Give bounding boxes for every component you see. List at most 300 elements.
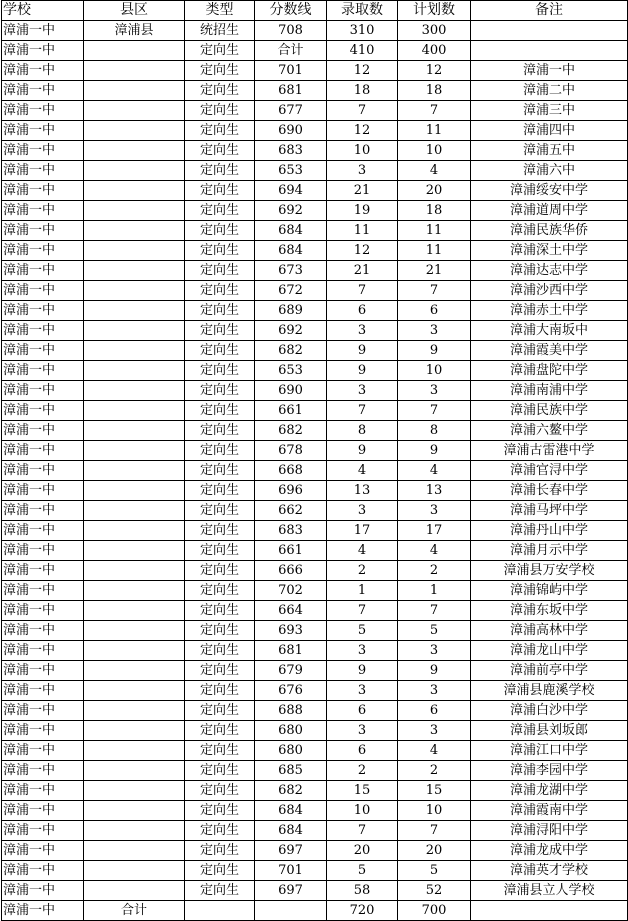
- admitted-cell: 12: [327, 121, 398, 141]
- county-cell: [84, 181, 185, 201]
- type-cell: 定向生: [185, 181, 255, 201]
- admitted-cell: 18: [327, 81, 398, 101]
- county-cell: [84, 381, 185, 401]
- admitted-cell: 4: [327, 461, 398, 481]
- table-row: [2, 241, 628, 261]
- score-cell: 678: [255, 441, 327, 461]
- table-row: [2, 681, 628, 701]
- remark-cell: 漳浦达志中学: [471, 261, 628, 281]
- type-cell: 定向生: [185, 641, 255, 661]
- school-cell: 漳浦一中: [2, 781, 84, 801]
- header-planned: 计划数: [398, 1, 471, 21]
- admitted-cell: 7: [327, 401, 398, 421]
- score-cell: 677: [255, 101, 327, 121]
- score-cell: 661: [255, 401, 327, 421]
- county-cell: [84, 481, 185, 501]
- type-cell: 定向生: [185, 201, 255, 221]
- planned-cell: 3: [398, 641, 471, 661]
- school-cell: 漳浦一中: [2, 661, 84, 681]
- remark-cell: 漳浦月示中学: [471, 541, 628, 561]
- school-cell: 漳浦一中: [2, 321, 84, 341]
- type-cell: 定向生: [185, 721, 255, 741]
- admitted-cell: 4: [327, 541, 398, 561]
- table-row: [2, 541, 628, 561]
- remark-cell: 漳浦龙湖中学: [471, 781, 628, 801]
- header-admitted: 录取数: [327, 1, 398, 21]
- remark-cell: 漳浦长春中学: [471, 481, 628, 501]
- score-cell: 676: [255, 681, 327, 701]
- remark-cell: 漳浦英才学校: [471, 861, 628, 881]
- planned-cell: 9: [398, 661, 471, 681]
- type-cell: 定向生: [185, 221, 255, 241]
- remark-cell: 漳浦浔阳中学: [471, 821, 628, 841]
- header-score-line: 分数线: [255, 1, 327, 21]
- admitted-cell: 2: [327, 761, 398, 781]
- school-cell: 漳浦一中: [2, 861, 84, 881]
- type-cell: 定向生: [185, 461, 255, 481]
- admitted-cell: 7: [327, 601, 398, 621]
- admitted-cell: 6: [327, 741, 398, 761]
- admitted-cell: 12: [327, 241, 398, 261]
- county-cell: [84, 841, 185, 861]
- planned-cell: 52: [398, 881, 471, 901]
- planned-cell: 3: [398, 321, 471, 341]
- type-cell: 定向生: [185, 441, 255, 461]
- remark-cell: [471, 41, 628, 61]
- score-cell: 684: [255, 241, 327, 261]
- county-cell: [84, 121, 185, 141]
- county-cell: [84, 241, 185, 261]
- type-cell: 定向生: [185, 741, 255, 761]
- table-row: [2, 501, 628, 521]
- county-cell: [84, 881, 185, 901]
- school-cell: 漳浦一中: [2, 721, 84, 741]
- remark-cell: 漳浦龙成中学: [471, 841, 628, 861]
- remark-cell: 漳浦绥安中学: [471, 181, 628, 201]
- county-cell: 合计: [84, 901, 185, 921]
- score-cell: 702: [255, 581, 327, 601]
- school-cell: 漳浦一中: [2, 681, 84, 701]
- type-cell: 定向生: [185, 601, 255, 621]
- remark-cell: 漳浦龙山中学: [471, 641, 628, 661]
- county-cell: [84, 41, 185, 61]
- school-cell: 漳浦一中: [2, 461, 84, 481]
- school-cell: 漳浦一中: [2, 641, 84, 661]
- planned-cell: 3: [398, 721, 471, 741]
- county-cell: [84, 201, 185, 221]
- school-cell: 漳浦一中: [2, 881, 84, 901]
- remark-cell: 漳浦县立人学校: [471, 881, 628, 901]
- score-cell: 661: [255, 541, 327, 561]
- type-cell: 定向生: [185, 501, 255, 521]
- table-row: [2, 181, 628, 201]
- county-cell: [84, 421, 185, 441]
- county-cell: [84, 861, 185, 881]
- score-cell: 688: [255, 701, 327, 721]
- table-row: [2, 761, 628, 781]
- type-cell: 定向生: [185, 241, 255, 261]
- admitted-cell: 3: [327, 321, 398, 341]
- planned-cell: 9: [398, 441, 471, 461]
- county-cell: [84, 161, 185, 181]
- type-cell: 定向生: [185, 141, 255, 161]
- score-cell: 690: [255, 381, 327, 401]
- county-cell: [84, 801, 185, 821]
- type-cell: 定向生: [185, 401, 255, 421]
- type-cell: 定向生: [185, 701, 255, 721]
- score-cell: 693: [255, 621, 327, 641]
- planned-cell: 4: [398, 741, 471, 761]
- score-cell: 708: [255, 21, 327, 41]
- county-cell: [84, 561, 185, 581]
- remark-cell: [471, 901, 628, 921]
- school-cell: 漳浦一中: [2, 901, 84, 921]
- school-cell: 漳浦一中: [2, 101, 84, 121]
- admitted-cell: 9: [327, 361, 398, 381]
- planned-cell: 18: [398, 201, 471, 221]
- admitted-cell: 6: [327, 701, 398, 721]
- planned-cell: 2: [398, 761, 471, 781]
- school-cell: 漳浦一中: [2, 801, 84, 821]
- admitted-cell: 310: [327, 21, 398, 41]
- score-cell: 679: [255, 661, 327, 681]
- score-cell: 682: [255, 341, 327, 361]
- score-cell: 653: [255, 161, 327, 181]
- type-cell: 定向生: [185, 541, 255, 561]
- county-cell: [84, 81, 185, 101]
- remark-cell: 漳浦二中: [471, 81, 628, 101]
- score-cell: 664: [255, 601, 327, 621]
- county-cell: [84, 321, 185, 341]
- county-cell: [84, 621, 185, 641]
- type-cell: 定向生: [185, 161, 255, 181]
- table-row: [2, 421, 628, 441]
- planned-cell: 13: [398, 481, 471, 501]
- score-cell: 684: [255, 801, 327, 821]
- school-cell: 漳浦一中: [2, 561, 84, 581]
- school-cell: 漳浦一中: [2, 301, 84, 321]
- type-cell: 定向生: [185, 301, 255, 321]
- remark-cell: 漳浦大南坂中: [471, 321, 628, 341]
- type-cell: 定向生: [185, 781, 255, 801]
- score-cell: 696: [255, 481, 327, 501]
- remark-cell: 漳浦霞南中学: [471, 801, 628, 821]
- type-cell: 定向生: [185, 261, 255, 281]
- admitted-cell: 8: [327, 421, 398, 441]
- table-row: [2, 321, 628, 341]
- score-cell: 684: [255, 221, 327, 241]
- remark-cell: 漳浦前亭中学: [471, 661, 628, 681]
- table-row: [2, 161, 628, 181]
- planned-cell: 7: [398, 101, 471, 121]
- school-cell: 漳浦一中: [2, 241, 84, 261]
- score-cell: 684: [255, 821, 327, 841]
- table-row: [2, 841, 628, 861]
- county-cell: [84, 301, 185, 321]
- admitted-cell: 6: [327, 301, 398, 321]
- admitted-cell: 15: [327, 781, 398, 801]
- school-cell: 漳浦一中: [2, 261, 84, 281]
- score-cell: 680: [255, 741, 327, 761]
- table-row: [2, 641, 628, 661]
- admitted-cell: 5: [327, 621, 398, 641]
- planned-cell: 20: [398, 181, 471, 201]
- county-cell: [84, 581, 185, 601]
- planned-cell: 12: [398, 61, 471, 81]
- type-cell: 定向生: [185, 761, 255, 781]
- county-cell: [84, 501, 185, 521]
- table-row: [2, 661, 628, 681]
- table-row: [2, 301, 628, 321]
- type-cell: 定向生: [185, 281, 255, 301]
- county-cell: [84, 441, 185, 461]
- type-cell: 定向生: [185, 661, 255, 681]
- admitted-cell: 9: [327, 341, 398, 361]
- school-cell: 漳浦一中: [2, 741, 84, 761]
- school-cell: 漳浦一中: [2, 761, 84, 781]
- school-cell: 漳浦一中: [2, 541, 84, 561]
- admitted-cell: 19: [327, 201, 398, 221]
- remark-cell: 漳浦县鹿溪学校: [471, 681, 628, 701]
- table-row: [2, 361, 628, 381]
- remark-cell: [471, 21, 628, 41]
- score-cell: 697: [255, 881, 327, 901]
- remark-cell: 漳浦东坂中学: [471, 601, 628, 621]
- table-row: [2, 461, 628, 481]
- admitted-cell: 17: [327, 521, 398, 541]
- school-cell: 漳浦一中: [2, 521, 84, 541]
- header-type: 类型: [185, 1, 255, 21]
- remark-cell: 漳浦六鳌中学: [471, 421, 628, 441]
- remark-cell: 漳浦高林中学: [471, 621, 628, 641]
- admitted-cell: 3: [327, 721, 398, 741]
- admitted-cell: 3: [327, 381, 398, 401]
- score-cell: 685: [255, 761, 327, 781]
- table-row: [2, 861, 628, 881]
- admitted-cell: 58: [327, 881, 398, 901]
- county-cell: [84, 601, 185, 621]
- admitted-cell: 9: [327, 661, 398, 681]
- school-cell: 漳浦一中: [2, 601, 84, 621]
- type-cell: 定向生: [185, 121, 255, 141]
- table-row: [2, 261, 628, 281]
- table-row: [2, 481, 628, 501]
- school-cell: 漳浦一中: [2, 401, 84, 421]
- score-cell: 666: [255, 561, 327, 581]
- type-cell: 定向生: [185, 101, 255, 121]
- admitted-cell: 9: [327, 441, 398, 461]
- planned-cell: 1: [398, 581, 471, 601]
- planned-cell: 5: [398, 861, 471, 881]
- school-cell: 漳浦一中: [2, 141, 84, 161]
- table-row: [2, 601, 628, 621]
- remark-cell: 漳浦盘陀中学: [471, 361, 628, 381]
- table-row: [2, 821, 628, 841]
- remark-cell: 漳浦官浔中学: [471, 461, 628, 481]
- admitted-cell: 720: [327, 901, 398, 921]
- planned-cell: 21: [398, 261, 471, 281]
- type-cell: 定向生: [185, 581, 255, 601]
- admitted-cell: 3: [327, 161, 398, 181]
- table-row: [2, 561, 628, 581]
- type-cell: 定向生: [185, 481, 255, 501]
- county-cell: [84, 361, 185, 381]
- table-row: [2, 141, 628, 161]
- county-cell: [84, 281, 185, 301]
- county-cell: [84, 261, 185, 281]
- county-cell: [84, 781, 185, 801]
- table-row: [2, 381, 628, 401]
- score-cell: 680: [255, 721, 327, 741]
- planned-cell: 11: [398, 121, 471, 141]
- planned-cell: 10: [398, 361, 471, 381]
- score-cell: 697: [255, 841, 327, 861]
- admitted-cell: 10: [327, 801, 398, 821]
- planned-cell: 20: [398, 841, 471, 861]
- score-cell: 662: [255, 501, 327, 521]
- planned-cell: 400: [398, 41, 471, 61]
- type-cell: 定向生: [185, 341, 255, 361]
- county-cell: [84, 721, 185, 741]
- type-cell: 定向生: [185, 61, 255, 81]
- table-row: [2, 721, 628, 741]
- table-row: [2, 521, 628, 541]
- admitted-cell: 410: [327, 41, 398, 61]
- table-row: [2, 121, 628, 141]
- admitted-cell: 10: [327, 141, 398, 161]
- score-cell: 692: [255, 201, 327, 221]
- header-remark: 备注: [471, 1, 628, 21]
- admitted-cell: 1: [327, 581, 398, 601]
- planned-cell: 10: [398, 801, 471, 821]
- school-cell: 漳浦一中: [2, 161, 84, 181]
- county-cell: [84, 221, 185, 241]
- remark-cell: 漳浦丹山中学: [471, 521, 628, 541]
- school-cell: 漳浦一中: [2, 581, 84, 601]
- county-cell: [84, 61, 185, 81]
- planned-cell: 300: [398, 21, 471, 41]
- county-cell: [84, 141, 185, 161]
- table-row: [2, 341, 628, 361]
- remark-cell: 漳浦马坪中学: [471, 501, 628, 521]
- table-row: [2, 701, 628, 721]
- type-cell: 定向生: [185, 361, 255, 381]
- school-cell: 漳浦一中: [2, 221, 84, 241]
- score-cell: 683: [255, 141, 327, 161]
- remark-cell: 漳浦白沙中学: [471, 701, 628, 721]
- county-cell: [84, 641, 185, 661]
- county-cell: [84, 761, 185, 781]
- type-cell: 定向生: [185, 81, 255, 101]
- admitted-cell: 3: [327, 641, 398, 661]
- admitted-cell: 7: [327, 281, 398, 301]
- planned-cell: 3: [398, 501, 471, 521]
- remark-cell: 漳浦民族华侨: [471, 221, 628, 241]
- score-cell: 681: [255, 81, 327, 101]
- school-cell: 漳浦一中: [2, 61, 84, 81]
- planned-cell: 15: [398, 781, 471, 801]
- school-cell: 漳浦一中: [2, 21, 84, 41]
- admitted-cell: 7: [327, 101, 398, 121]
- admitted-cell: 3: [327, 501, 398, 521]
- type-cell: 统招生: [185, 21, 255, 41]
- remark-cell: 漳浦赤土中学: [471, 301, 628, 321]
- score-cell: 681: [255, 641, 327, 661]
- planned-cell: 4: [398, 541, 471, 561]
- type-cell: 定向生: [185, 421, 255, 441]
- planned-cell: 4: [398, 461, 471, 481]
- remark-cell: 漳浦道周中学: [471, 201, 628, 221]
- score-cell: 668: [255, 461, 327, 481]
- county-cell: [84, 341, 185, 361]
- header-county: 县区: [84, 1, 185, 21]
- header-school: 学校: [2, 1, 84, 21]
- score-cell: 690: [255, 121, 327, 141]
- table-row: [2, 581, 628, 601]
- score-cell: 合计: [255, 41, 327, 61]
- school-cell: 漳浦一中: [2, 821, 84, 841]
- school-cell: 漳浦一中: [2, 121, 84, 141]
- score-cell: 673: [255, 261, 327, 281]
- county-cell: [84, 541, 185, 561]
- school-cell: 漳浦一中: [2, 701, 84, 721]
- score-cell: 682: [255, 781, 327, 801]
- type-cell: 定向生: [185, 841, 255, 861]
- table-row: [2, 21, 628, 41]
- admitted-cell: 20: [327, 841, 398, 861]
- table-row: [2, 401, 628, 421]
- planned-cell: 5: [398, 621, 471, 641]
- remark-cell: 漳浦江口中学: [471, 741, 628, 761]
- school-cell: 漳浦一中: [2, 361, 84, 381]
- type-cell: 定向生: [185, 521, 255, 541]
- planned-cell: 4: [398, 161, 471, 181]
- school-cell: 漳浦一中: [2, 841, 84, 861]
- admitted-cell: 21: [327, 181, 398, 201]
- planned-cell: 10: [398, 141, 471, 161]
- table-row: [2, 221, 628, 241]
- score-cell: 701: [255, 61, 327, 81]
- header-row: [2, 1, 628, 21]
- remark-cell: 漳浦锦屿中学: [471, 581, 628, 601]
- table-row: [2, 81, 628, 101]
- planned-cell: 7: [398, 401, 471, 421]
- planned-cell: 3: [398, 681, 471, 701]
- school-cell: 漳浦一中: [2, 81, 84, 101]
- planned-cell: 11: [398, 241, 471, 261]
- remark-cell: 漳浦六中: [471, 161, 628, 181]
- planned-cell: 7: [398, 281, 471, 301]
- county-cell: [84, 401, 185, 421]
- remark-cell: 漳浦南浦中学: [471, 381, 628, 401]
- table-row: [2, 281, 628, 301]
- table-row: [2, 741, 628, 761]
- school-cell: 漳浦一中: [2, 621, 84, 641]
- type-cell: 定向生: [185, 801, 255, 821]
- planned-cell: 18: [398, 81, 471, 101]
- county-cell: [84, 681, 185, 701]
- school-cell: 漳浦一中: [2, 421, 84, 441]
- remark-cell: 漳浦民族中学: [471, 401, 628, 421]
- school-cell: 漳浦一中: [2, 201, 84, 221]
- type-cell: 定向生: [185, 621, 255, 641]
- score-cell: 672: [255, 281, 327, 301]
- table-row: [2, 621, 628, 641]
- table-row: [2, 41, 628, 61]
- school-cell: 漳浦一中: [2, 281, 84, 301]
- planned-cell: 6: [398, 701, 471, 721]
- remark-cell: 漳浦李园中学: [471, 761, 628, 781]
